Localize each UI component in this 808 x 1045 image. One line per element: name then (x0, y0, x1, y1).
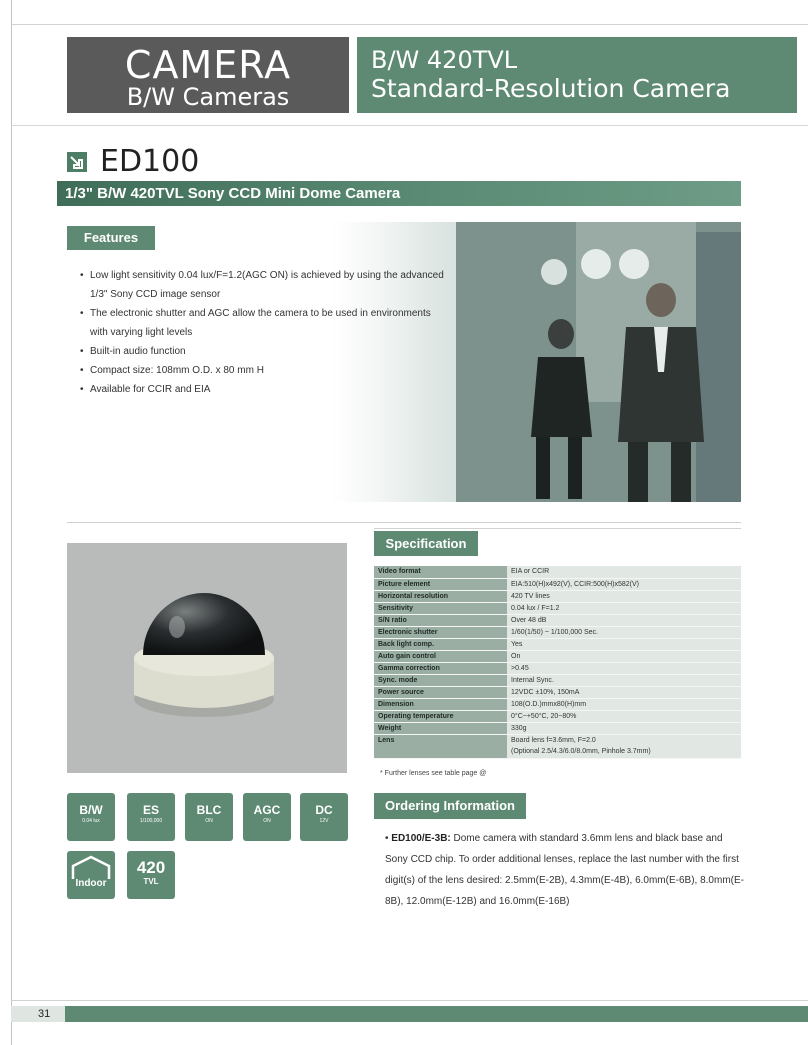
product-line-title: B/W 420TVL (371, 46, 518, 74)
badge-label: ES (142, 803, 159, 817)
footer-bar (11, 1006, 808, 1022)
features-list (80, 266, 500, 399)
table-row (374, 614, 741, 626)
badge-label: DC (315, 803, 333, 817)
page-number: 31 (11, 1006, 65, 1022)
badge-agc (243, 793, 291, 841)
spec-key: Power source (374, 686, 507, 698)
feature-text-cont: 1/3" Sony CCD image sensor (90, 289, 221, 300)
list-item (80, 380, 500, 399)
table-row (374, 650, 741, 662)
table-row (374, 686, 741, 698)
spec-value-line: Board lens f=3.6mm, F=2.0 (511, 736, 596, 744)
badge-bw (67, 793, 115, 841)
feature-text: The electronic shutter and AGC allow the camera to be used in environments (90, 308, 431, 319)
spec-value: 330g (507, 722, 741, 734)
spec-rule (374, 528, 741, 529)
table-row (374, 638, 741, 650)
table-row (374, 590, 741, 602)
spec-key: Weight (374, 722, 507, 734)
features-tab: Features (67, 226, 155, 250)
list-item (80, 342, 500, 361)
spec-value: 0.04 lux / F=1.2 (507, 602, 741, 614)
list-item (80, 266, 500, 304)
top-rule (11, 24, 808, 25)
category-banner (67, 37, 349, 113)
table-row (374, 698, 741, 710)
spec-value (507, 734, 741, 758)
footer-rule (11, 1000, 808, 1001)
spec-value: Internal Sync. (507, 674, 741, 686)
product-image (67, 543, 347, 773)
badge-es (127, 793, 175, 841)
badge-420tvl (127, 851, 175, 899)
feature-text: Compact size: 108mm O.D. x 80 mm H (90, 365, 264, 376)
spec-key: Sync. mode (374, 674, 507, 686)
spec-key: Auto gain control (374, 650, 507, 662)
specification-tab: Specification (374, 531, 478, 556)
badge-label: BLC (196, 803, 222, 817)
spec-value: Over 48 dB (507, 614, 741, 626)
spec-key: Horizontal resolution (374, 590, 507, 602)
badge-label: Indoor (75, 878, 107, 889)
spec-value: On (507, 650, 741, 662)
section-rule (67, 522, 741, 523)
badge-sub: 1/100,000 (139, 818, 163, 824)
model-subtitle: 1/3" B/W 420TVL Sony CCD Mini Dome Camera (57, 181, 741, 206)
spec-value: 1/60(1/50) ~ 1/100,000 Sec. (507, 626, 741, 638)
badge-blc (185, 793, 233, 841)
list-item (80, 361, 500, 380)
spec-key: Operating temperature (374, 710, 507, 722)
table-row (374, 566, 741, 578)
list-item (80, 304, 500, 342)
spec-value: 12VDC ±10%, 150mA (507, 686, 741, 698)
feature-text-cont: with varying light levels (90, 327, 193, 338)
header-rule (11, 125, 808, 126)
table-row (374, 710, 741, 722)
dome-camera-icon (67, 543, 347, 773)
feature-text: Available for CCIR and EIA (90, 384, 211, 395)
product-line-banner (357, 37, 797, 113)
badge-sub: TVL (143, 877, 159, 886)
model-name: ED100 (100, 144, 200, 179)
spec-value: >0.45 (507, 662, 741, 674)
category-title: CAMERA (124, 43, 292, 87)
spec-key: Lens (374, 734, 507, 758)
table-row (374, 674, 741, 686)
table-row (374, 578, 741, 590)
spec-key: Sensitivity (374, 602, 507, 614)
badge-sub: 12V (319, 818, 329, 824)
spec-table (374, 566, 741, 759)
table-row (374, 626, 741, 638)
badge-label: B/W (79, 803, 103, 817)
badge-label: AGC (253, 803, 281, 817)
table-row (374, 662, 741, 674)
spec-value: Yes (507, 638, 741, 650)
spec-value: 108(O.D.)mmx80(H)mm (507, 698, 741, 710)
table-row (374, 734, 741, 758)
spec-value-line: (Optional 2.5/4.3/6.0/8.0mm, Pinhole 3.7mm) (511, 747, 651, 755)
spec-key: Electronic shutter (374, 626, 507, 638)
badge-label: 420 (136, 858, 166, 877)
table-row (374, 602, 741, 614)
table-row (374, 722, 741, 734)
spec-key: Dimension (374, 698, 507, 710)
feature-text: Built-in audio function (90, 346, 186, 357)
ordering-description: Dome camera with standard 3.6mm lens and black base and Sony CCD chip. To order additional lenses, replace the last number with the first digit(s) of the lens desired: 2.5mm(E-2B), 4.3mm(E-4B), 6.0mm(E-6B), 8.0mm(E-8B), 12.0mm(E-12B) and 16.0mm(E-16B) (385, 833, 744, 907)
ordering-tab: Ordering Information (374, 793, 526, 819)
spec-footnote: * Further lenses see table page @ (380, 770, 487, 777)
spec-value: EIA:510(H)x492(V), CCIR:500(H)x582(V) (507, 578, 741, 590)
ordering-code: ED100/E-3B: (391, 833, 451, 844)
product-line-subtitle: Standard-Resolution Camera (371, 74, 731, 103)
spec-key: Gamma correction (374, 662, 507, 674)
badge-sub: ON (263, 818, 271, 824)
badge-sub: ON (205, 818, 213, 824)
spec-value: EIA or CCIR (507, 566, 741, 578)
spec-value: 420 TV lines (507, 590, 741, 602)
badge-dc (300, 793, 348, 841)
bullet: • (385, 833, 392, 844)
badge-indoor (67, 851, 115, 899)
spec-value: 0°C~+50°C, 20~80% (507, 710, 741, 722)
spec-key: Picture element (374, 578, 507, 590)
feature-text: Low light sensitivity 0.04 lux/F=1.2(AGC ON) is achieved by using the advanced (90, 270, 444, 281)
badge-sub: 0.04 lux (82, 818, 100, 824)
category-subtitle: B/W Cameras (126, 83, 290, 111)
spec-key: Back light comp. (374, 638, 507, 650)
page-edge (11, 0, 12, 1045)
spec-key: Video format (374, 566, 507, 578)
arrow-icon (67, 152, 87, 172)
ordering-text (385, 828, 745, 912)
spec-key: S/N ratio (374, 614, 507, 626)
